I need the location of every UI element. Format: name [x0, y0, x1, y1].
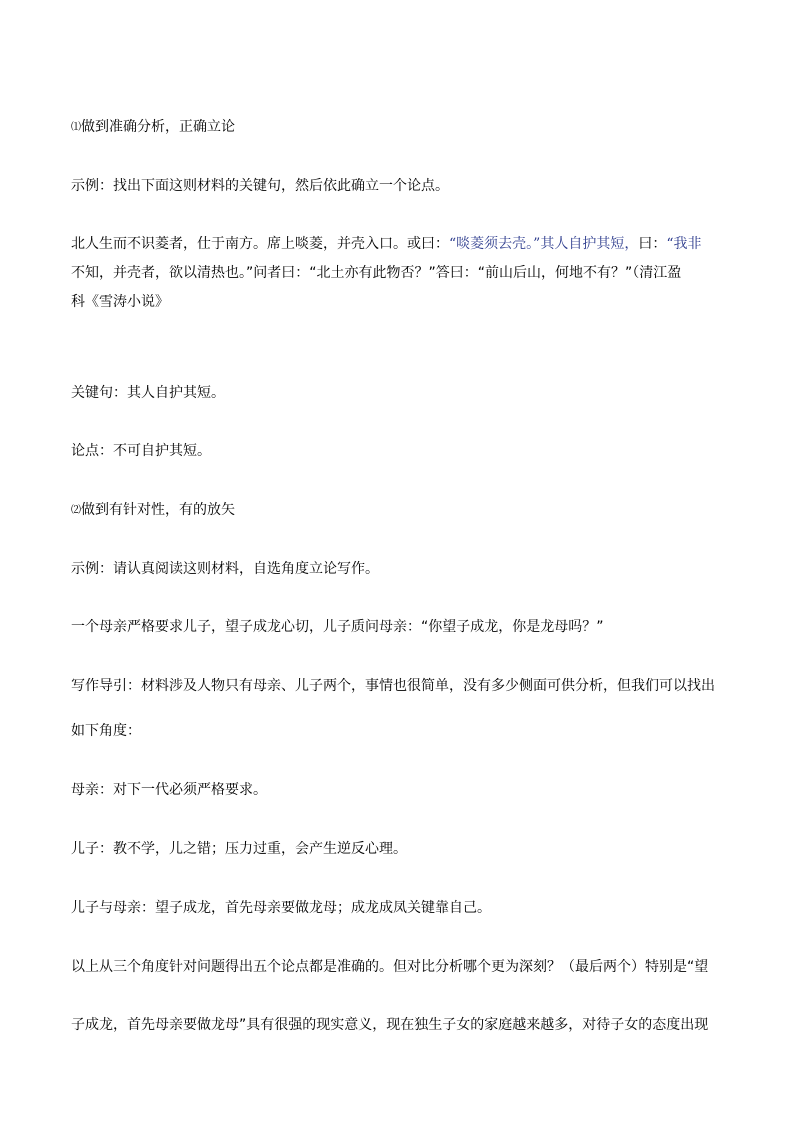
guide-line-2: 如下角度： [71, 723, 141, 739]
story-part-2: 曰： [638, 236, 667, 252]
story-line-2: 不知，并壳者，欲以清热也。”问者曰：“北土亦有此物否？”答曰：“前山后山，何地不有？”（清江盈 [71, 265, 682, 281]
story-line-3: 科《雪涛小说》 [71, 294, 169, 310]
story-quote-2-start: “我非 [666, 236, 702, 252]
story-part-1: 北人生而不识菱者，仕于南方。席上啖菱，并壳入口。或曰： [71, 236, 449, 252]
angle-mother: 母亲：对下一代必须严格要求。 [71, 782, 267, 798]
material-text: 一个母亲严格要求儿子，望子成龙心切，儿子质问母亲：“你望子成龙，你是龙母吗？” [71, 619, 604, 635]
section-1-heading [71, 117, 731, 138]
section-2-number: ⑵ [71, 505, 81, 516]
section-2-title: 做到有针对性，有的放矢 [81, 502, 235, 518]
argument: 论点：不可自护其短。 [71, 443, 211, 459]
angle-both: 儿子与母亲：望子成龙，首先母亲要做龙母；成龙成凤关键靠自己。 [71, 900, 491, 916]
story-line-1 [71, 234, 731, 254]
guide-line-1: 写作导引：材料涉及人物只有母亲、儿子两个，事情也很简单，没有多少侧面可供分析，但我们可以找出 [71, 678, 715, 694]
section-1-title: 做到准确分析，正确立论 [81, 119, 235, 135]
key-sentence: 关键句：其人自护其短。 [71, 385, 225, 401]
section-1-number: ⑴ [71, 122, 81, 133]
story-quote-1: “啖菱须去壳。”其人自护其短， [449, 236, 639, 252]
section-1-example-intro: 示例：找出下面这则材料的关键句，然后依此确立一个论点。 [71, 178, 449, 194]
conclusion-line-2: 子成龙，首先母亲要做龙母”具有很强的现实意义，现在独生子女的家庭越来越多，对待子女的态度出现 [71, 1017, 709, 1033]
angle-son: 儿子：教不学，儿之错；压力过重，会产生逆反心理。 [71, 841, 407, 857]
section-2-heading [71, 500, 731, 521]
conclusion-line-1: 以上从三个角度针对问题得出五个论点都是准确的。但对比分析哪个更为深刻？（最后两个）特别是“望 [71, 959, 709, 975]
section-2-example-intro: 示例：请认真阅读这则材料，自选角度立论写作。 [71, 561, 379, 577]
